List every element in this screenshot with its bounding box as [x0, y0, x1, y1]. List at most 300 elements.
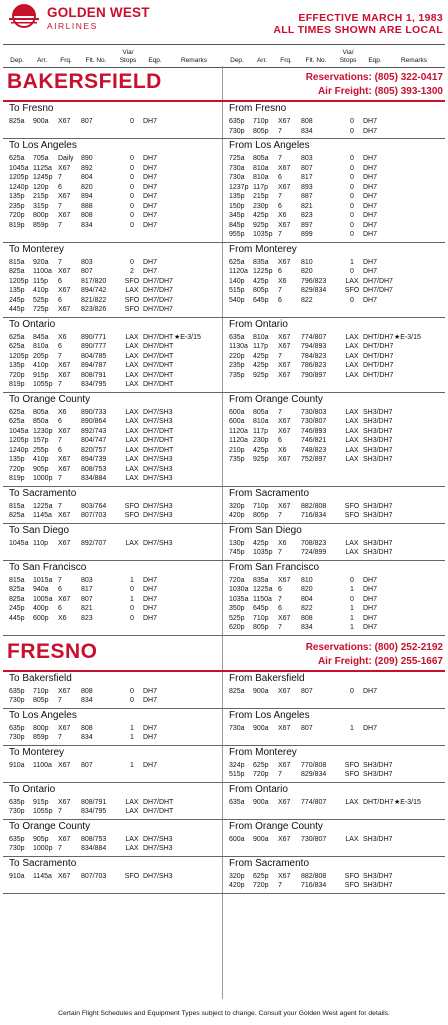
arrivals-column	[223, 524, 442, 558]
flight-list	[3, 538, 222, 549]
flight-arr: 1125a	[33, 164, 52, 172]
flight-frq: X67	[58, 872, 71, 880]
flight-stops: LAX	[125, 333, 139, 341]
flight-dep: 735p	[229, 456, 245, 463]
flight-row	[223, 872, 442, 882]
flight-frq: X67	[58, 164, 71, 172]
flight-dep: 525p	[229, 614, 245, 622]
destination-title: To Ontario	[9, 318, 56, 330]
flight-eqp: DH7/DH7	[363, 277, 393, 285]
flight-frq: X6	[58, 333, 67, 341]
flight-frq: X67	[58, 512, 71, 519]
flight-frq: 6	[278, 202, 282, 210]
flight-frq: 7	[278, 595, 282, 603]
flight-arr: 1245p	[33, 174, 53, 181]
flight-list	[3, 116, 222, 127]
flight-eqp: DH7	[363, 221, 378, 229]
flight-dep: 1205p	[9, 174, 29, 181]
flight-row	[223, 604, 442, 614]
flight-list	[3, 834, 222, 854]
flight-list	[3, 257, 222, 315]
flight-row	[223, 436, 442, 446]
flight-dep: 635p	[9, 687, 25, 695]
flight-dep: 819p	[9, 221, 25, 229]
flight-stops: 0	[350, 164, 354, 172]
flight-eqp: DH7/DHT	[143, 343, 174, 350]
flight-dep: 825a	[9, 118, 25, 125]
flight-stops: LAX	[345, 456, 359, 463]
departures-column	[3, 139, 222, 230]
departures-column	[3, 672, 222, 706]
departures-column	[3, 393, 222, 484]
arrivals-column	[223, 139, 442, 240]
flight-flt: 894/742	[81, 287, 107, 294]
flight-eqp: SH3/DH7	[363, 872, 393, 880]
destination-title: From Bakersfield	[229, 672, 305, 684]
route-section	[3, 783, 445, 820]
flight-row	[223, 502, 442, 512]
flight-flt: 808/753	[81, 465, 107, 473]
flight-dep: 720p	[9, 371, 25, 379]
flight-dep: 1035a	[229, 595, 249, 603]
flight-arr: 845a	[33, 333, 49, 341]
flight-flt: 882/808	[301, 872, 327, 880]
flight-list	[223, 871, 442, 891]
flight-remarks: ★E-3/15	[394, 798, 421, 806]
flight-eqp: SH3/DH7	[363, 771, 393, 778]
flight-stops: LAX	[345, 352, 359, 360]
flight-frq: 7	[278, 287, 282, 294]
flight-eqp: SH3/DH7	[363, 437, 393, 444]
flight-flt: 822	[301, 605, 313, 612]
flight-dep: 845p	[229, 221, 245, 229]
route-section	[3, 746, 445, 783]
route-section	[3, 318, 445, 393]
flight-row	[3, 380, 222, 390]
flight-flt: 823	[301, 212, 313, 219]
flight-frq: X67	[58, 118, 71, 125]
flight-dep: 955p	[229, 231, 245, 238]
flight-row	[3, 576, 222, 586]
flight-eqp: DH7	[143, 687, 158, 695]
timetable-page	[3, 0, 445, 1025]
flight-flt: 804/785	[81, 352, 107, 360]
brand-name	[47, 6, 150, 33]
local-times-note: ALL TIMES SHOWN ARE LOCAL	[273, 24, 443, 36]
flight-dep: 825a	[9, 512, 25, 519]
destination-title: To Monterey	[9, 746, 65, 758]
flight-stops: LAX	[345, 437, 359, 444]
flight-stops: SFO	[344, 872, 360, 880]
flight-frq: X67	[58, 212, 71, 219]
flight-flt: 803	[81, 576, 93, 584]
flight-flt: 807/703	[81, 872, 107, 880]
flight-row	[223, 511, 442, 521]
flight-row	[3, 154, 222, 164]
flight-eqp: DH7/DH7	[143, 277, 173, 285]
column-header-via: Via/	[122, 49, 134, 56]
column-header-dep: Dep.	[10, 57, 24, 64]
flight-list	[3, 501, 222, 521]
flight-frq: 7	[58, 808, 62, 815]
flight-frq: 7	[278, 155, 282, 162]
flight-flt: 834	[81, 221, 93, 229]
destination-title: From San Diego	[229, 524, 302, 536]
flight-flt: 746/893	[301, 427, 327, 435]
flight-dep: 245p	[9, 605, 25, 612]
flight-arr: 810a	[253, 333, 269, 341]
flight-row	[223, 286, 442, 296]
flight-stops: 0	[130, 605, 134, 612]
flight-arr: 1225p	[253, 268, 273, 275]
flight-stops: 0	[350, 127, 354, 135]
flight-dep: 150p	[229, 202, 245, 210]
flight-dep: 625a	[229, 258, 245, 266]
flight-eqp: DH7/DHT	[143, 437, 174, 444]
flight-list	[223, 153, 442, 240]
route-section	[3, 524, 445, 561]
flight-frq: 7	[58, 174, 62, 181]
flight-dep: 135p	[229, 193, 245, 200]
flight-arr: 920a	[33, 258, 49, 266]
flight-flt: 890/777	[81, 343, 107, 350]
flight-flt: 820	[301, 268, 313, 275]
flight-dep: 1240p	[9, 446, 29, 454]
flight-dep: 730p	[9, 845, 25, 852]
flight-row	[223, 427, 442, 437]
flight-stops: LAX	[345, 333, 359, 341]
arrivals-column	[223, 393, 442, 465]
flight-arr: 710p	[33, 687, 49, 695]
flight-frq: 7	[278, 231, 282, 238]
flight-dep: 635a	[229, 798, 245, 806]
flight-flt: 804	[301, 595, 313, 603]
flight-row	[223, 761, 442, 771]
flight-stops: 0	[130, 614, 134, 622]
flight-list	[3, 797, 222, 817]
flight-row	[223, 296, 442, 306]
flight-stops: SFO	[124, 306, 140, 313]
flight-flt: 822	[301, 296, 313, 304]
flight-stops: 0	[350, 576, 354, 584]
flight-stops: 1	[350, 605, 354, 612]
flight-arr: 720p	[253, 882, 269, 889]
flight-frq: X67	[278, 456, 291, 463]
flight-stops: LAX	[125, 845, 139, 852]
flight-eqp: DH7	[363, 258, 378, 266]
destination-title: From Ontario	[229, 783, 288, 795]
flight-stops: LAX	[345, 277, 359, 285]
flight-frq: X6	[278, 446, 287, 454]
route-section	[3, 393, 445, 487]
flight-list	[223, 332, 442, 381]
flight-eqp: DH7	[143, 183, 158, 191]
flight-eqp: DH7	[143, 614, 158, 622]
flight-frq: 7	[278, 771, 282, 778]
column-header-flt: Flt. No.	[85, 57, 107, 64]
flight-dep: 1130a	[229, 343, 248, 350]
flight-arr: 425p	[253, 277, 269, 285]
flight-frq: X67	[278, 761, 291, 769]
flight-row	[3, 733, 222, 743]
flight-flt: 890/733	[81, 408, 107, 416]
flight-flt: 892/743	[81, 427, 107, 435]
flight-dep: 140p	[229, 277, 245, 285]
route-section	[3, 487, 445, 524]
flight-eqp: DH7/DH7	[143, 306, 173, 313]
flight-frq: 6	[58, 277, 62, 285]
flight-dep: 635p	[9, 798, 25, 806]
flight-stops: 0	[350, 231, 354, 238]
flight-arr: 205p	[33, 352, 49, 360]
flight-row	[3, 436, 222, 446]
flight-flt: 834/884	[81, 475, 107, 482]
flight-frq: X67	[58, 456, 71, 463]
flight-dep: 1205p	[9, 277, 29, 285]
flight-dep: 1045a	[9, 539, 29, 547]
flight-arr: 230p	[253, 437, 269, 444]
flight-dep: 1120a	[229, 437, 248, 444]
departures-column	[3, 102, 222, 127]
flight-eqp: DH7/SH3	[143, 512, 173, 519]
flight-dep: 825a	[9, 595, 25, 603]
flight-row	[223, 371, 442, 381]
flight-row	[3, 585, 222, 595]
flight-list	[223, 723, 442, 734]
flight-eqp: DHT/DH7	[363, 371, 394, 379]
flight-row	[3, 221, 222, 231]
flight-eqp: DH7	[143, 605, 158, 612]
flight-eqp: DH7	[143, 118, 158, 125]
flight-list	[223, 834, 442, 845]
flight-stops: LAX	[125, 835, 139, 843]
destination-title: From Monterey	[229, 746, 297, 758]
flight-stops: SFO	[344, 512, 360, 519]
departures-column	[3, 318, 222, 390]
flight-dep: 210p	[229, 446, 245, 454]
flight-flt: 724/899	[301, 549, 327, 556]
flight-arr: 255p	[33, 446, 49, 454]
flight-frq: X67	[278, 502, 291, 510]
flight-frq: X67	[58, 798, 71, 806]
flight-arr: 1225a	[253, 586, 273, 593]
flight-stops: 1	[350, 724, 354, 732]
flight-frq: 6	[58, 605, 62, 612]
flight-frq: X67	[278, 362, 291, 369]
flight-frq: X6	[58, 614, 67, 622]
air-freight-phone: Air Freight: (209) 255-1667	[317, 655, 443, 667]
flight-flt: 834/795	[81, 381, 107, 388]
flight-eqp: DH7	[363, 268, 378, 275]
flight-flt: 829/834	[301, 771, 327, 778]
golden-west-logo-icon	[7, 4, 41, 28]
flight-frq: X67	[278, 798, 291, 806]
flight-arr: 1100a	[33, 268, 52, 275]
flight-row	[223, 539, 442, 549]
flight-stops: 0	[130, 212, 134, 219]
flight-stops: LAX	[125, 465, 139, 473]
flight-list	[3, 760, 222, 771]
flight-stops: 0	[350, 296, 354, 304]
flight-stops: 0	[130, 202, 134, 210]
flight-stops: LAX	[125, 381, 139, 388]
column-header-remarks: Remarks	[180, 57, 207, 64]
brand-subtitle: AIRLINES	[47, 21, 98, 31]
flight-dep: 420p	[229, 882, 245, 889]
effective-date: EFFECTIVE MARCH 1, 1983	[298, 12, 443, 24]
arrivals-column	[223, 243, 442, 306]
flight-flt: 808	[81, 724, 93, 732]
flight-row	[3, 417, 222, 427]
flight-row	[3, 267, 222, 277]
flight-row	[223, 173, 442, 183]
flight-arr: 1000p	[33, 475, 53, 482]
flight-eqp: DH7	[363, 586, 378, 593]
flight-eqp: DHT/DH7	[363, 362, 394, 369]
destination-title: From Los Angeles	[229, 709, 310, 721]
flight-frq: X67	[58, 724, 71, 732]
column-header-arr: Arr.	[256, 57, 268, 64]
flight-flt: 890/771	[81, 333, 107, 341]
flight-arr: 900a	[253, 724, 269, 732]
flight-flt: 804	[81, 174, 93, 181]
flight-stops: LAX	[125, 352, 139, 360]
flight-flt: 899	[301, 231, 313, 238]
column-header-stops: Stops	[119, 57, 137, 64]
flight-eqp: DH7/SH3	[143, 418, 173, 425]
city-header	[3, 638, 445, 672]
flight-stops: SFO	[124, 512, 140, 519]
destination-title: From Ontario	[229, 318, 288, 330]
flight-frq: X67	[278, 258, 291, 266]
flight-eqp: DH7	[363, 576, 378, 584]
flight-eqp: DH7	[363, 155, 378, 162]
flight-eqp: DH7	[363, 687, 378, 695]
destination-title: From Fresno	[229, 103, 287, 114]
flight-eqp: DH7	[363, 193, 378, 200]
flight-flt: 820	[81, 183, 93, 191]
flight-flt: 808	[81, 687, 93, 695]
flight-eqp: SH3/DH7	[363, 418, 393, 425]
flight-dep: 720p	[9, 212, 25, 219]
flight-flt: 817	[301, 174, 313, 181]
flight-flt: 823/826	[81, 306, 107, 313]
flight-dep: 815a	[9, 502, 25, 510]
flight-flt: 808	[301, 118, 313, 125]
flight-arr: 117p	[253, 343, 269, 350]
flight-dep: 1045a	[9, 164, 29, 172]
flight-flt: 834	[81, 734, 93, 741]
departures-column	[3, 820, 222, 854]
flight-flt: 834	[301, 127, 313, 135]
flight-frq: 7	[278, 624, 282, 631]
flight-dep: 825a	[229, 687, 245, 695]
arrivals-column	[223, 102, 442, 136]
flight-eqp: SH3/DH7	[363, 539, 393, 547]
flight-dep: 625a	[9, 343, 25, 350]
flight-row	[3, 455, 222, 465]
flight-row	[3, 117, 222, 127]
flight-flt: 810	[301, 576, 313, 584]
flight-row	[223, 352, 442, 362]
flight-row	[3, 511, 222, 521]
flight-stops: 2	[130, 268, 134, 275]
route-section	[3, 672, 445, 709]
flight-frq: 7	[58, 475, 62, 482]
flight-list	[223, 501, 442, 521]
flight-list	[3, 332, 222, 390]
flight-row	[223, 342, 442, 352]
flight-flt: 894	[81, 193, 93, 200]
flight-dep: 825a	[9, 268, 25, 275]
flight-arr: 1035p	[253, 231, 273, 238]
flight-flt: 730/807	[301, 835, 327, 843]
reservations-phone: Reservations: (800) 252-2192	[305, 641, 443, 653]
flight-eqp: DH7/SH3	[143, 456, 173, 463]
flight-arr: 400p	[33, 605, 49, 612]
flight-stops: 0	[130, 118, 134, 125]
flight-arr: 800p	[33, 724, 49, 732]
flight-flt: 786/823	[301, 362, 327, 369]
flight-arr: 859p	[33, 734, 49, 741]
flight-arr: 425p	[253, 362, 269, 369]
flight-dep: 600a	[229, 835, 245, 843]
arrivals-column	[223, 783, 442, 808]
flight-stops: 0	[350, 202, 354, 210]
flight-eqp: SH3/DH7	[363, 446, 393, 454]
flight-flt: 890	[81, 155, 93, 162]
flight-frq: X6	[278, 212, 287, 219]
flight-flt: 803	[81, 258, 93, 266]
flight-stops: 0	[350, 268, 354, 275]
flight-arr: 805a	[253, 155, 269, 162]
column-header-frq: Frq.	[60, 57, 72, 64]
flight-dep: 515p	[229, 771, 245, 778]
arrivals-column	[223, 318, 442, 381]
flight-flt: 770/808	[301, 761, 327, 769]
flight-eqp: DH7	[363, 231, 378, 238]
destination-title: From Orange County	[229, 820, 323, 832]
flight-flt: 807	[301, 724, 313, 732]
flight-frq: X67	[58, 427, 71, 435]
flight-frq: X67	[278, 576, 291, 584]
flight-arr: 810a	[253, 164, 269, 172]
flight-stops: 1	[130, 576, 134, 584]
flight-stops: SFO	[124, 872, 140, 880]
flight-flt: 808/791	[81, 798, 107, 806]
city-contact-info	[306, 71, 443, 99]
flight-dep: 625a	[9, 155, 25, 162]
flight-stops: LAX	[125, 475, 139, 482]
flight-frq: 6	[278, 586, 282, 593]
flight-stops: 0	[130, 183, 134, 191]
flight-dep: 635p	[9, 724, 25, 732]
flight-eqp: SH3/DH7	[363, 882, 393, 889]
flight-dep: 1205p	[9, 437, 29, 444]
flight-row	[3, 408, 222, 418]
flight-arr: 940a	[33, 586, 49, 593]
flight-frq: X67	[278, 427, 291, 435]
flight-dep: 635a	[229, 333, 245, 341]
flight-frq: 7	[58, 381, 62, 388]
arrivals-column	[223, 561, 442, 633]
flight-row	[223, 455, 442, 465]
flight-flt: 882/808	[301, 502, 327, 510]
flight-flt: 807	[81, 268, 93, 275]
flight-row	[223, 221, 442, 231]
flight-arr: 625p	[253, 872, 269, 880]
flight-arr: 805a	[33, 408, 49, 416]
